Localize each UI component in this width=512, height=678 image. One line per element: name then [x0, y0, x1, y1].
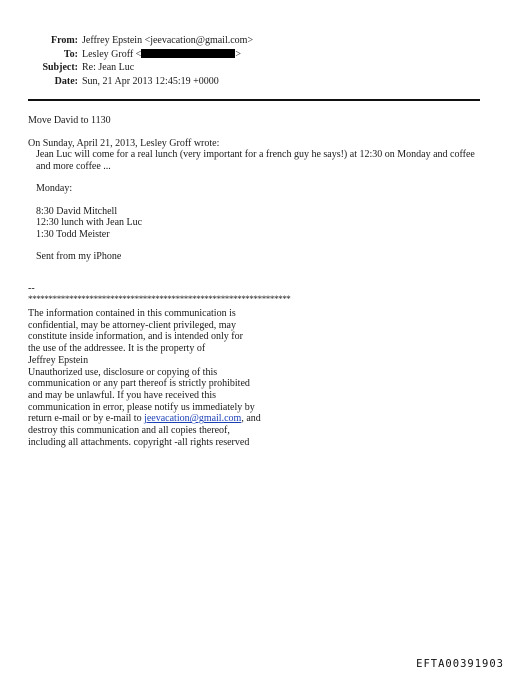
quote-line: and more coffee ... [36, 160, 111, 172]
notify-suffix: , and [241, 413, 261, 425]
notify-prefix: return e-mail or by e-mail to [28, 413, 145, 425]
header-divider [28, 99, 480, 101]
disclaimer-line: communication or any part thereof is strictly prohibited [28, 378, 250, 390]
document-id: EFTA00391903 [416, 658, 504, 670]
quoted-message [36, 149, 475, 263]
subject-value: Re: Jean Luc [82, 62, 135, 73]
date-row [20, 75, 253, 89]
redaction-box [141, 49, 235, 58]
subject-label: Subject: [42, 62, 78, 73]
subject-row [20, 61, 253, 75]
disclaimer-line: the use of the addressee. It is the property of [28, 343, 206, 355]
disclaimer-line: Jeffrey Epstein [28, 354, 89, 366]
email-header [20, 34, 253, 88]
schedule-item: 8:30 David Mitchell [36, 205, 118, 217]
reply-text: Move David to 1130 [28, 115, 111, 126]
stars-separator: **************************************************************** [28, 294, 291, 304]
from-row [20, 34, 253, 48]
schedule-item: 12:30 lunch with Jean Luc [36, 217, 143, 228]
date-label: Date: [54, 75, 78, 87]
from-value: Jeffrey Epstein <jeevacation@gmail.com> [82, 35, 254, 46]
disclaimer-notify-line [28, 413, 261, 425]
to-row [20, 48, 253, 62]
schedule-item: 1:30 Todd Meister [36, 228, 110, 240]
to-suffix: > [235, 48, 241, 60]
disclaimer-line: destroy this communication and all copies thereof, [28, 425, 230, 437]
signature-dashes: -- [28, 283, 35, 294]
confidentiality-disclaimer [28, 308, 261, 448]
to-label: To: [63, 48, 78, 60]
disclaimer-line: communication in error, please notify us immediately by [28, 401, 255, 413]
disclaimer-line: Unauthorized use, disclosure or copying of this [28, 366, 218, 378]
to-value [82, 48, 241, 62]
date-value: Sun, 21 Apr 2013 12:45:19 +0000 [82, 75, 219, 87]
to-name: Lesley Groff < [82, 48, 142, 60]
quote-line: Jean Luc will come for a real lunch (very important for a french guy he says!) at 12:30 on Monday and coffee [36, 149, 475, 160]
disclaimer-line: including all attachments. copyright -all rights reserved [28, 436, 250, 448]
email-link[interactable]: jeevacation@gmail.com [144, 413, 242, 425]
from-label: From: [50, 35, 78, 46]
disclaimer-line: and may be unlawful. If you have received this [28, 389, 216, 401]
day-label: Monday: [36, 183, 73, 194]
disclaimer-line: The information contained in this communication is [28, 308, 236, 319]
sent-from-signature: Sent from my iPhone [36, 251, 122, 262]
disclaimer-line: confidential, may be attorney-client privileged, may [28, 319, 236, 331]
quote-intro: On Sunday, April 21, 2013, Lesley Groff wrote: [28, 138, 220, 149]
disclaimer-line: constitute inside information, and is intended only for [28, 331, 243, 343]
